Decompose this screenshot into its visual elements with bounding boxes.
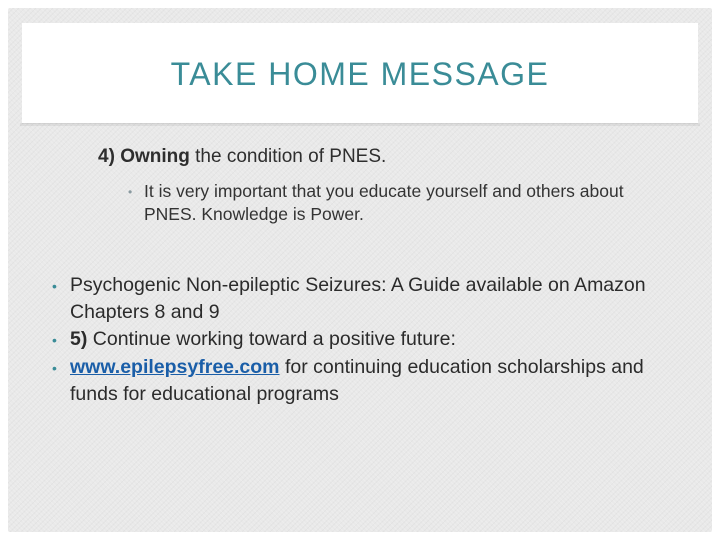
epilepsyfree-link[interactable]: www.epilepsyfree.com xyxy=(70,356,280,378)
section-number: 4) xyxy=(98,146,115,167)
list-item-rest: for continuing education scholarships and funds for educational programs xyxy=(70,356,644,405)
sub-bullet-item xyxy=(128,180,648,226)
section-bold-word: Owning xyxy=(120,146,190,167)
list-item-text xyxy=(70,326,672,353)
list-item-text: Psychogenic Non-epileptic Seizures: A Guide available on Amazon Chapters 8 and 9 xyxy=(70,274,646,323)
list-item xyxy=(52,326,672,354)
step-number: 5) xyxy=(70,328,88,350)
main-bullet-list xyxy=(52,272,672,408)
list-item-rest: Continue working toward a positive future: xyxy=(87,328,456,350)
list-item-text xyxy=(70,354,672,408)
bullet-icon: • xyxy=(128,185,133,199)
section-heading-rest: the condition of PNES. xyxy=(189,146,387,167)
list-item xyxy=(52,272,672,326)
bullet-icon: • xyxy=(52,360,57,376)
bullet-icon: • xyxy=(52,278,57,294)
bullet-icon: • xyxy=(52,332,57,348)
list-item xyxy=(52,354,672,408)
section-heading xyxy=(98,146,386,168)
sub-bullet-text: It is very important that you educate yourself and others about PNES. Knowledge is Power. xyxy=(144,181,624,224)
slide-title: TAKE HOME MESSAGE xyxy=(170,55,550,92)
